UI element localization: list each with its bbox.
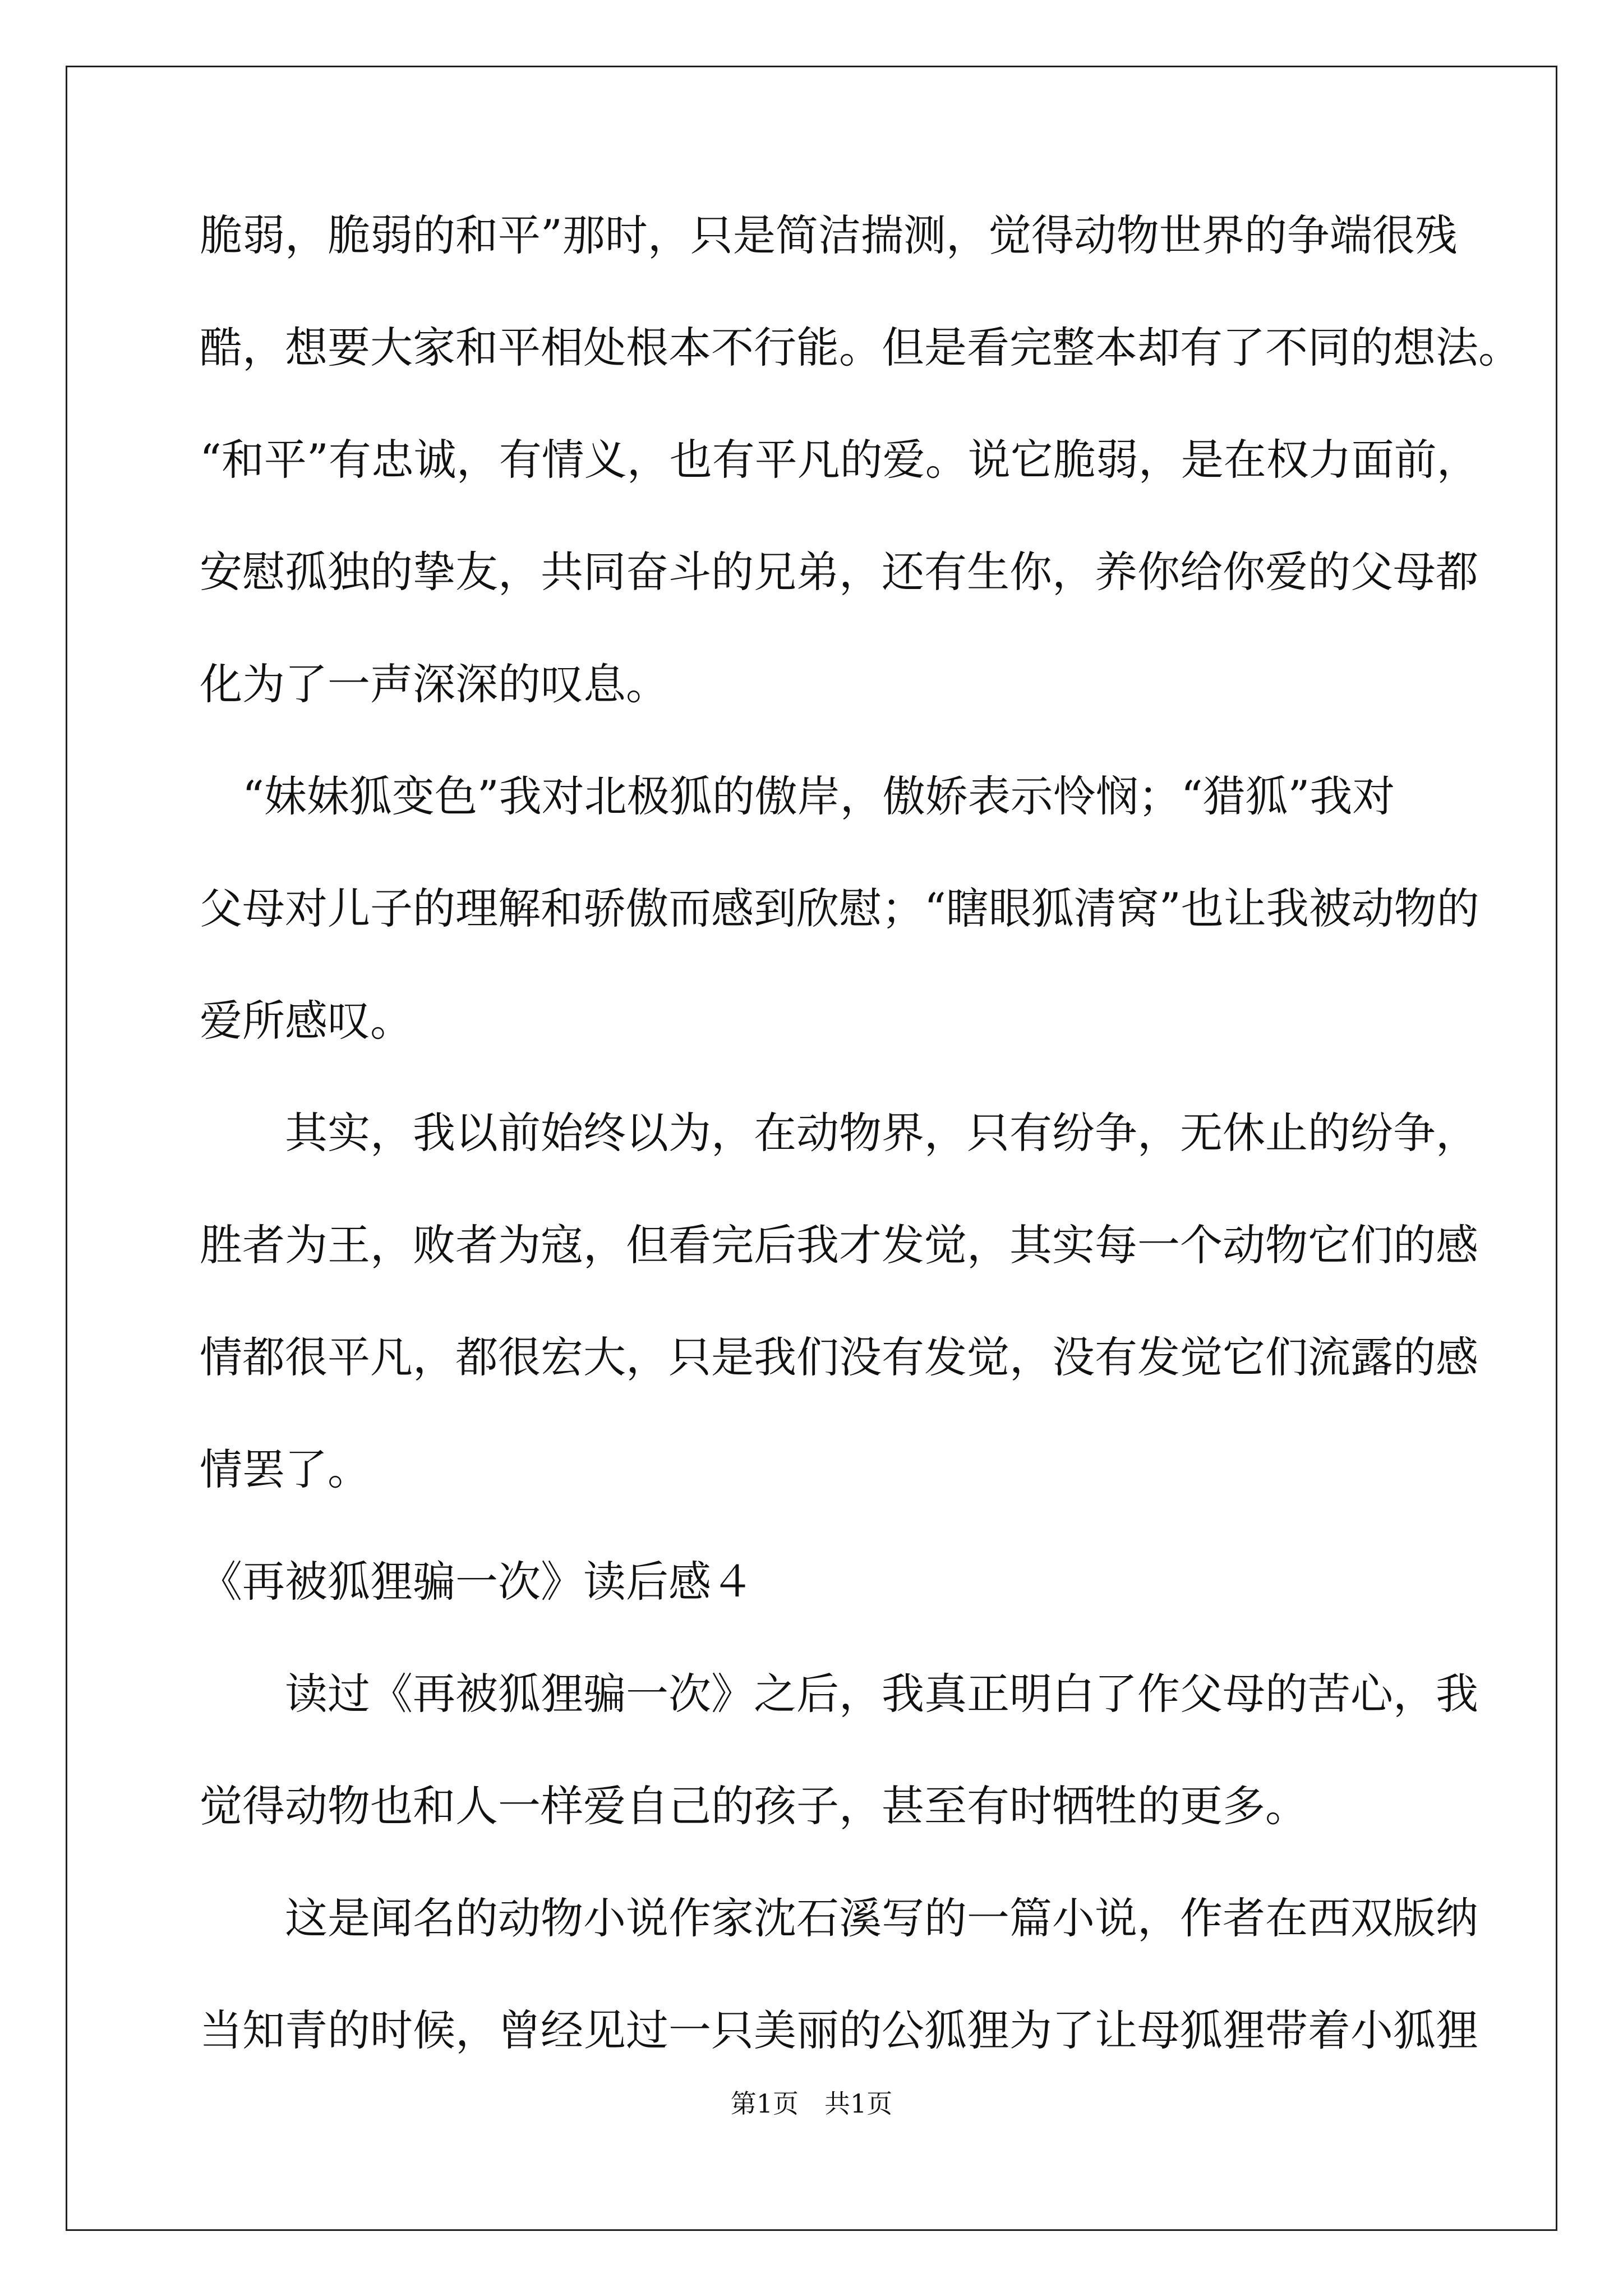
text-line: 安慰孤独的挚友，共同奋斗的兄弟，还有生你，养你给你爱的父母都 <box>200 547 1478 597</box>
text-line: 爱所感叹。 <box>200 996 413 1046</box>
section-heading: 《再被狐狸骗一次》读后感４ <box>200 1557 754 1607</box>
text-line: 胜者为王，败者为寇，但看完后我才发觉，其实每一个动物它们的感 <box>200 1220 1478 1270</box>
text-line: 其实，我以前始终以为，在动物界，只有纷争，无休止的纷争， <box>200 1108 1478 1158</box>
text-line: 父母对儿子的理解和骄傲而感到欣慰；“瞎眼狐清窝”也让我被动物的 <box>200 884 1479 933</box>
text-line: 觉得动物也和人一样爱自己的孩子，甚至有时牺牲的更多。 <box>200 1781 1308 1831</box>
text-line: “和平”有忠诚，有情义，也有平凡的爱。说它脆弱，是在权力面前， <box>200 435 1479 485</box>
text-line: 情都很平凡，都很宏大，只是我们没有发觉，没有发觉它们流露的感 <box>200 1332 1478 1382</box>
text-line: 当知青的时候，曾经见过一只美丽的公狐狸为了让母狐狸带着小狐狸 <box>200 2005 1478 2055</box>
text-line: 化为了一声深深的叹息。 <box>200 659 668 709</box>
text-line: 脆弱，脆弱的和平”那时，只是简洁揣测，觉得动物世界的争端很残 <box>200 210 1458 260</box>
text-line: 情罢了。 <box>200 1444 370 1494</box>
text-line: 读过《再被狐狸骗一次》之后，我真正明白了作父母的苦心，我 <box>200 1669 1478 1719</box>
text-line: “妹妹狐变色”我对北极狐的傲岸，傲娇表示怜悯；“猎狐”我对 <box>200 771 1395 821</box>
text-line: 酷，想要大家和平相处根本不行能。但是看完整本却有了不同的想法。 <box>200 323 1521 372</box>
page-footer: 第1页 共1页 <box>730 2088 893 2119</box>
text-line: 这是闻名的动物小说作家沈石溪写的一篇小说，作者在西双版纳 <box>200 1893 1478 1943</box>
